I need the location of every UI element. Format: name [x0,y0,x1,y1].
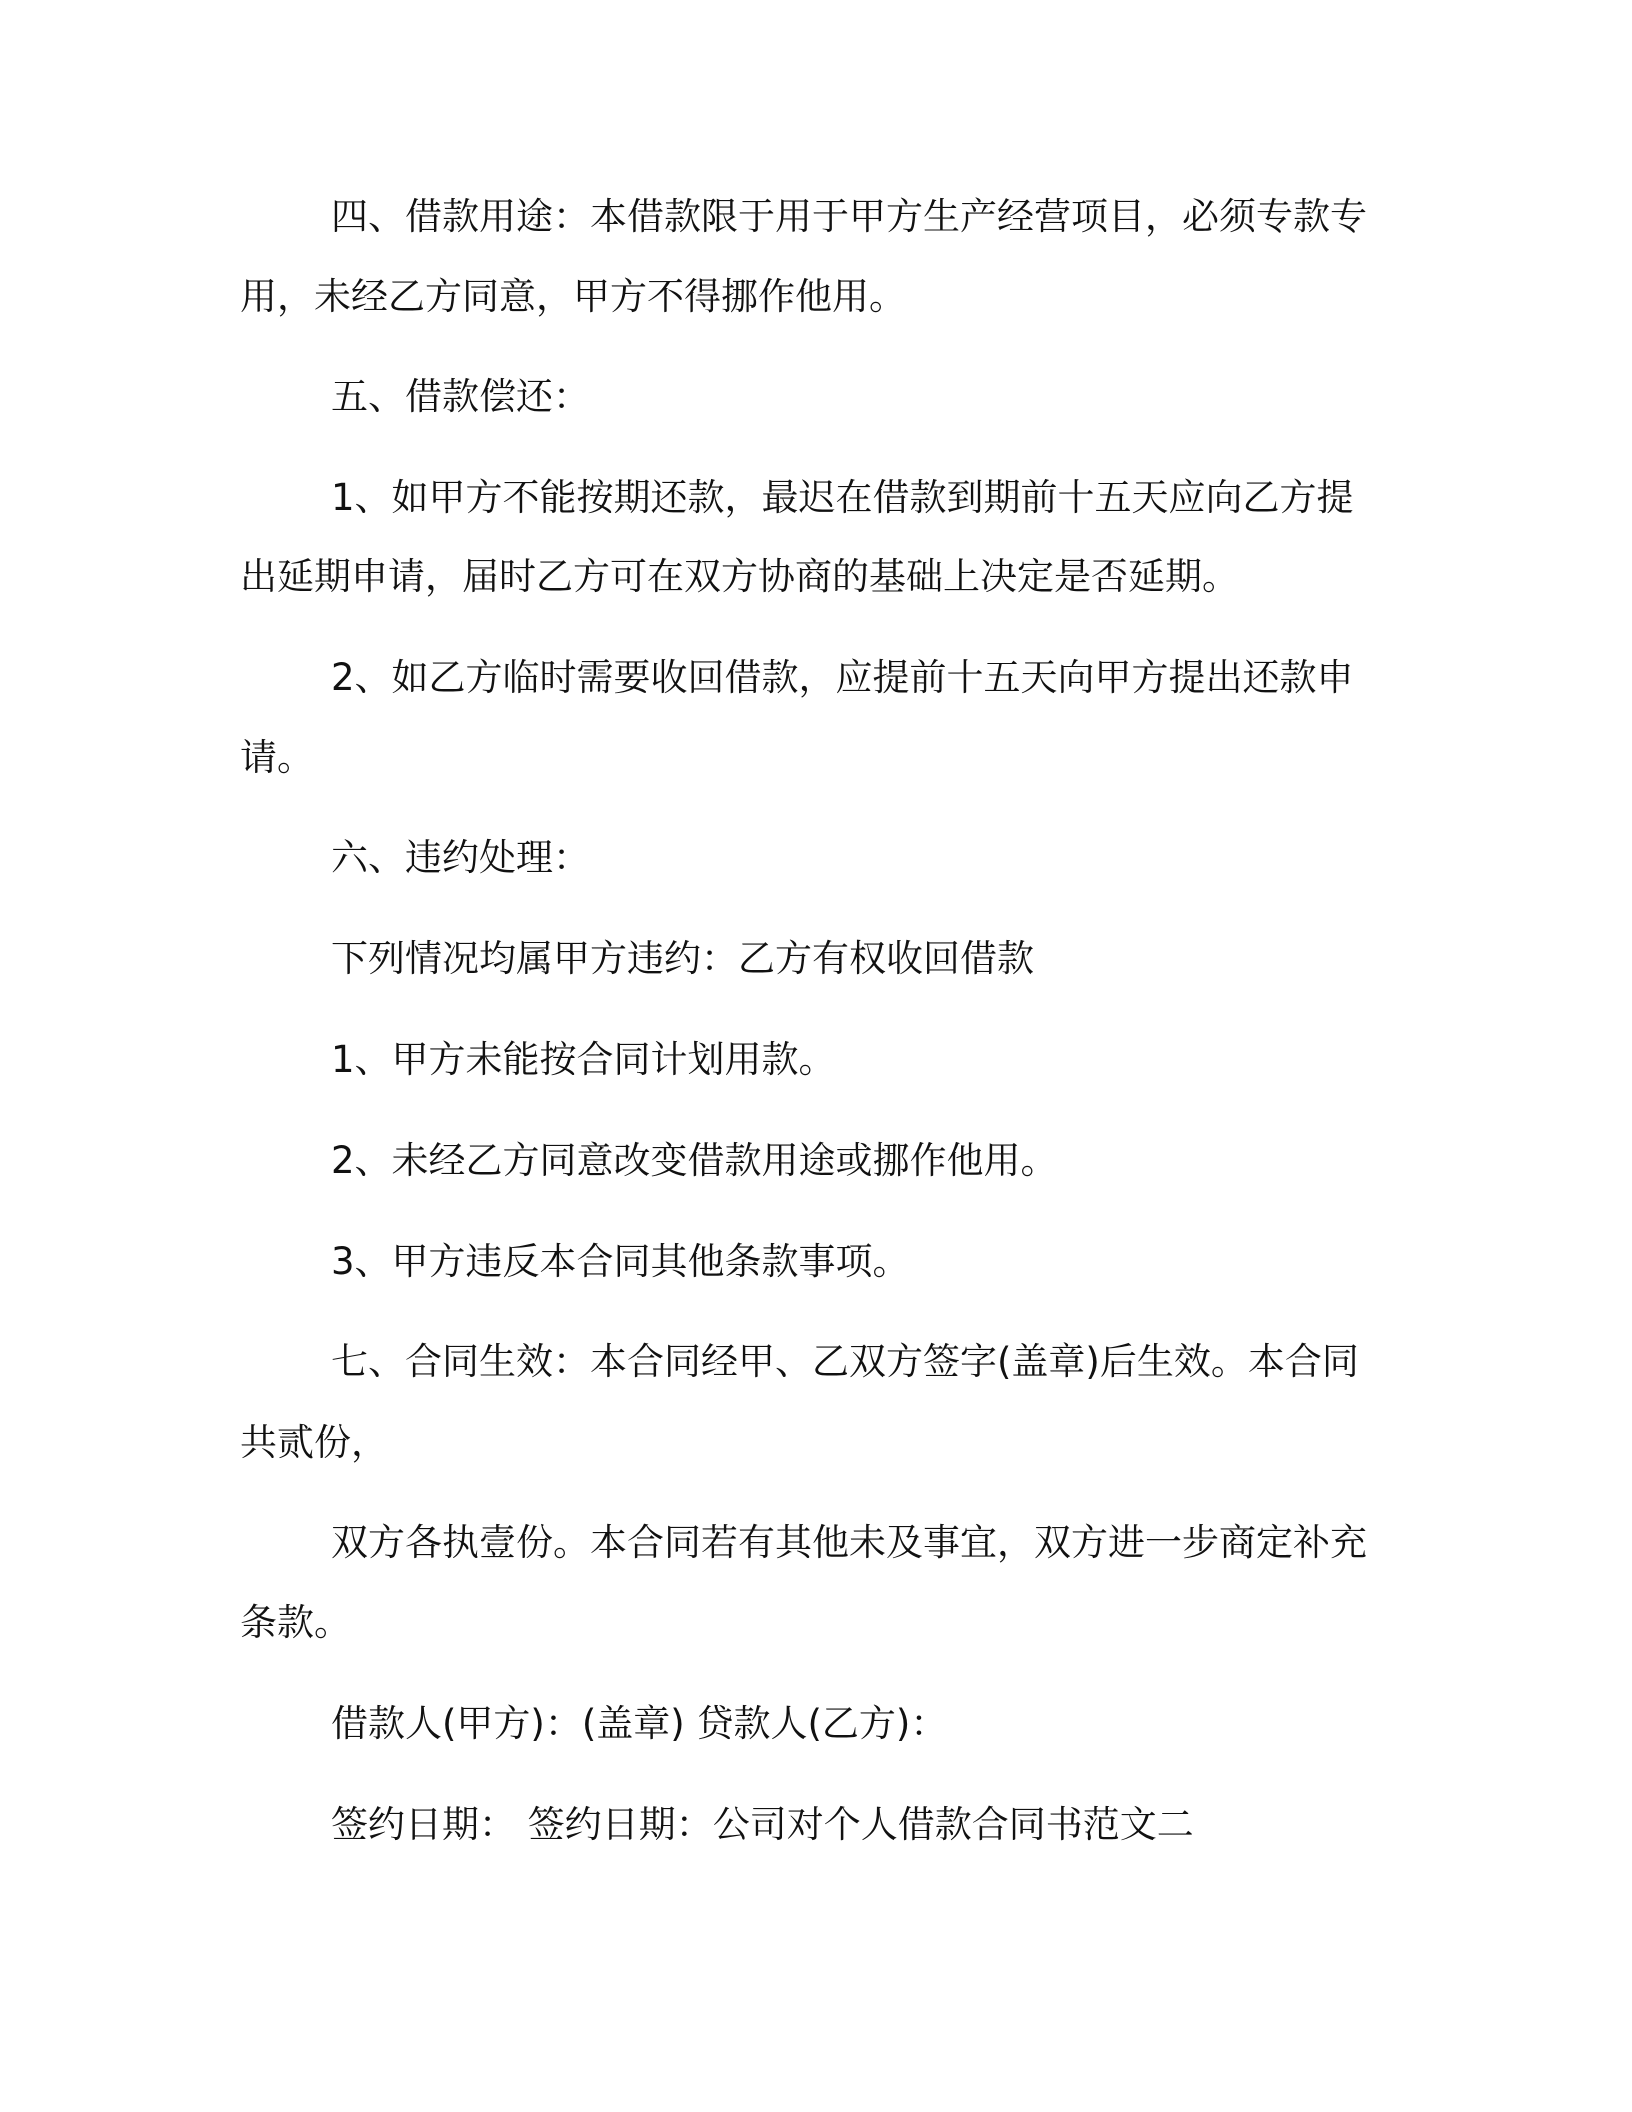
clause-6-intro: 下列情况均属甲方违约：乙方有权收回借款 [331,937,1034,980]
signature-parties: 借款人(甲方)：(盖章) 贷款人(乙方)： [331,1702,948,1745]
clause-7-line-4: 条款。 [240,1601,351,1644]
clause-4-line-2: 用，未经乙方同意，甲方不得挪作他用。 [240,275,906,318]
signature-dates: 签约日期： 签约日期：公司对个人借款合同书范文二 [331,1803,1194,1846]
clause-6-item-3: 3、甲方违反本合同其他条款事项。 [331,1240,910,1283]
clause-7-line-1: 七、合同生效：本合同经甲、乙双方签字(盖章)后生效。本合同 [331,1340,1359,1383]
clause-7-line-2: 共贰份， [240,1421,388,1464]
clause-4-line-1: 四、借款用途：本借款限于用于甲方生产经营项目，必须专款专 [331,195,1367,238]
clause-5-item-2-line-2: 请。 [240,736,314,779]
clause-5-item-1-line-1: 1、如甲方不能按期还款，最迟在借款到期前十五天应向乙方提 [331,476,1354,519]
clause-7-line-3: 双方各执壹份。本合同若有其他未及事宜，双方进一步商定补充 [331,1521,1367,1564]
clause-6-item-1: 1、甲方未能按合同计划用款。 [331,1038,836,1081]
clause-6-heading: 六、违约处理： [331,836,590,879]
clause-5-heading: 五、借款偿还： [331,375,590,418]
clause-5-item-2-line-1: 2、如乙方临时需要收回借款，应提前十五天向甲方提出还款申 [331,656,1354,699]
clause-5-item-1-line-2: 出延期申请，届时乙方可在双方协商的基础上决定是否延期。 [240,555,1239,598]
clause-6-item-2: 2、未经乙方同意改变借款用途或挪作他用。 [331,1139,1058,1182]
